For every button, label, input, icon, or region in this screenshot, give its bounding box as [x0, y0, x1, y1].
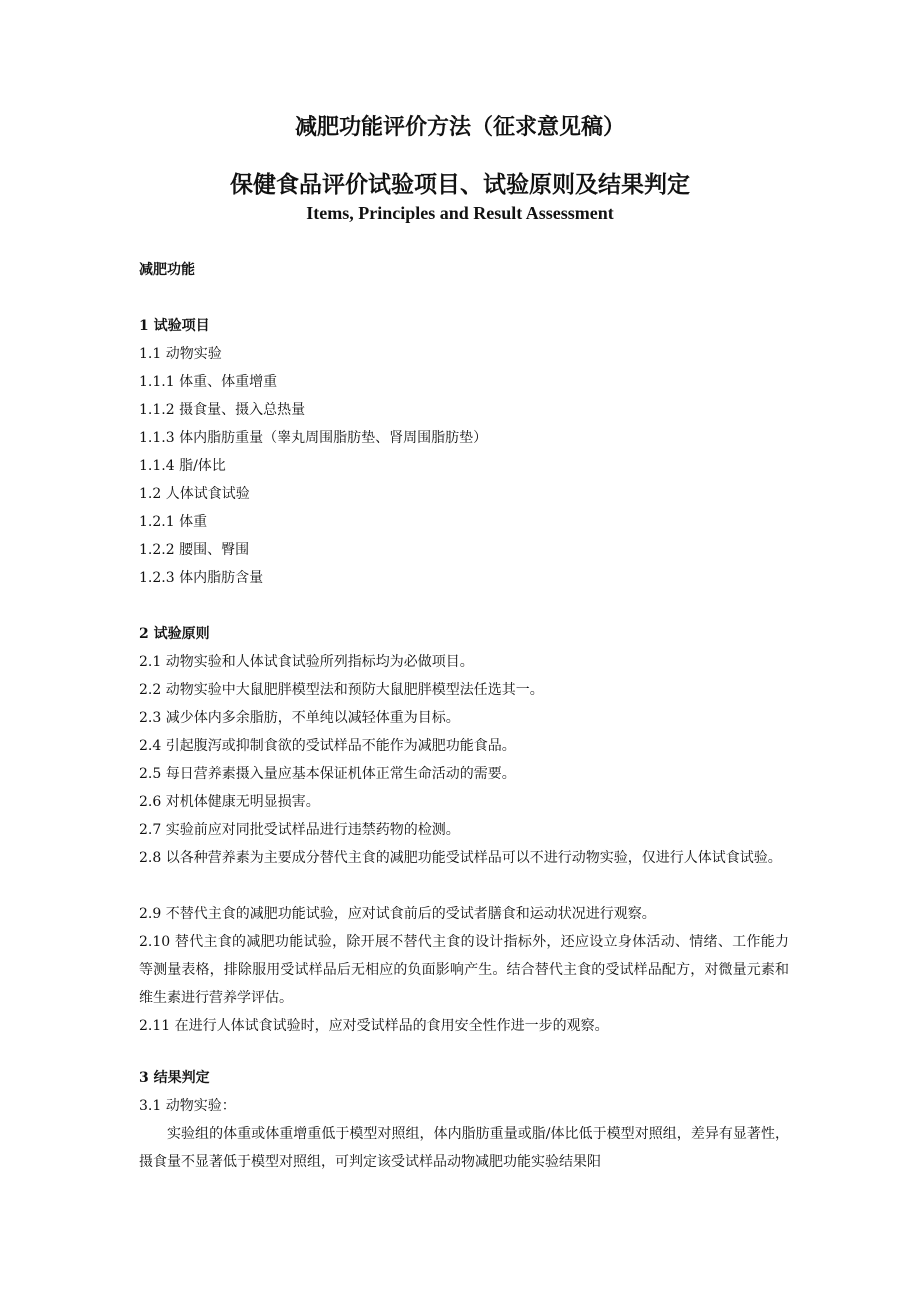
list-item: 1.1.1 体重、体重增重	[139, 374, 278, 390]
section-label: 减肥功能	[139, 262, 195, 278]
document-title: 减肥功能评价方法（征求意见稿）	[294, 114, 625, 140]
principle-2-9: 2.9 不替代主食的减肥功能试验，应对试食前后的受试者膳食和运动状况进行观察。	[139, 906, 656, 922]
principle-2-8: 2.8 以各种营养素为主要成分替代主食的减肥功能受试样品可以不进行动物实验，仅进行人体试食试验。	[139, 850, 782, 866]
list-item: 3.1 动物实验：	[139, 1098, 236, 1114]
list-item: 2.6 对机体健康无明显损害。	[139, 794, 320, 810]
list-item: 1.2.3 体内脂肪含量	[139, 570, 264, 586]
list-item: 2.2 动物实验中大鼠肥胖模型法和预防大鼠肥胖模型法任选其一。	[139, 682, 544, 698]
document-subtitle-english: Items, Principles and Result Assessment	[306, 203, 614, 223]
list-item: 2.3 减少体内多余脂肪，不单纯以减轻体重为目标。	[139, 710, 460, 726]
list-item: 1.2.1 体重	[139, 514, 208, 530]
list-item: 1.1 动物实验	[139, 346, 222, 362]
list-item: 2.7 实验前应对同批受试样品进行违禁药物的检测。	[139, 822, 460, 838]
list-item: 1.1.2 摄食量、摄入总热量	[139, 402, 306, 418]
section-2-heading: 2 试验原则	[139, 626, 210, 642]
list-item: 2.1 动物实验和人体试食试验所列指标均为必做项目。	[139, 654, 474, 670]
result-paragraph: 实验组的体重或体重增重低于模型对照组，体内脂肪重量或脂/体比低于模型对照组，差异有显著性，摄食量不显著低于模型对照组，可判定该受试样品动物减肥功能实验结果阳	[139, 1126, 789, 1170]
principle-2-10: 2.10 替代主食的减肥功能试验，除开展不替代主食的设计指标外，还应设立身体活动、情绪、工作能力等测量表格，排除服用受试样品后无相应的负面影响产生。结合替代主食的受试样品配方，对微量元素和维生素进行营养学评估。	[139, 934, 789, 1006]
list-item: 1.1.4 脂/体比	[139, 458, 226, 474]
list-item: 1.2 人体试食试验	[139, 486, 250, 502]
section-3-heading: 3 结果判定	[139, 1070, 210, 1086]
section-1-heading: 1 试验项目	[139, 318, 210, 334]
list-item: 1.1.3 体内脂肪重量（睾丸周围脂肪垫、肾周围脂肪垫）	[139, 430, 488, 446]
document-subtitle: 保健食品评价试验项目、试验原则及结果判定	[230, 171, 690, 198]
principle-2-11: 2.11 在进行人体试食试验时，应对受试样品的食用安全性作进一步的观察。	[139, 1018, 609, 1034]
list-item: 2.4 引起腹泻或抑制食欲的受试样品不能作为减肥功能食品。	[139, 738, 516, 754]
list-item: 2.5 每日营养素摄入量应基本保证机体正常生命活动的需要。	[139, 766, 516, 782]
list-item: 1.2.2 腰围、臀围	[139, 542, 250, 558]
